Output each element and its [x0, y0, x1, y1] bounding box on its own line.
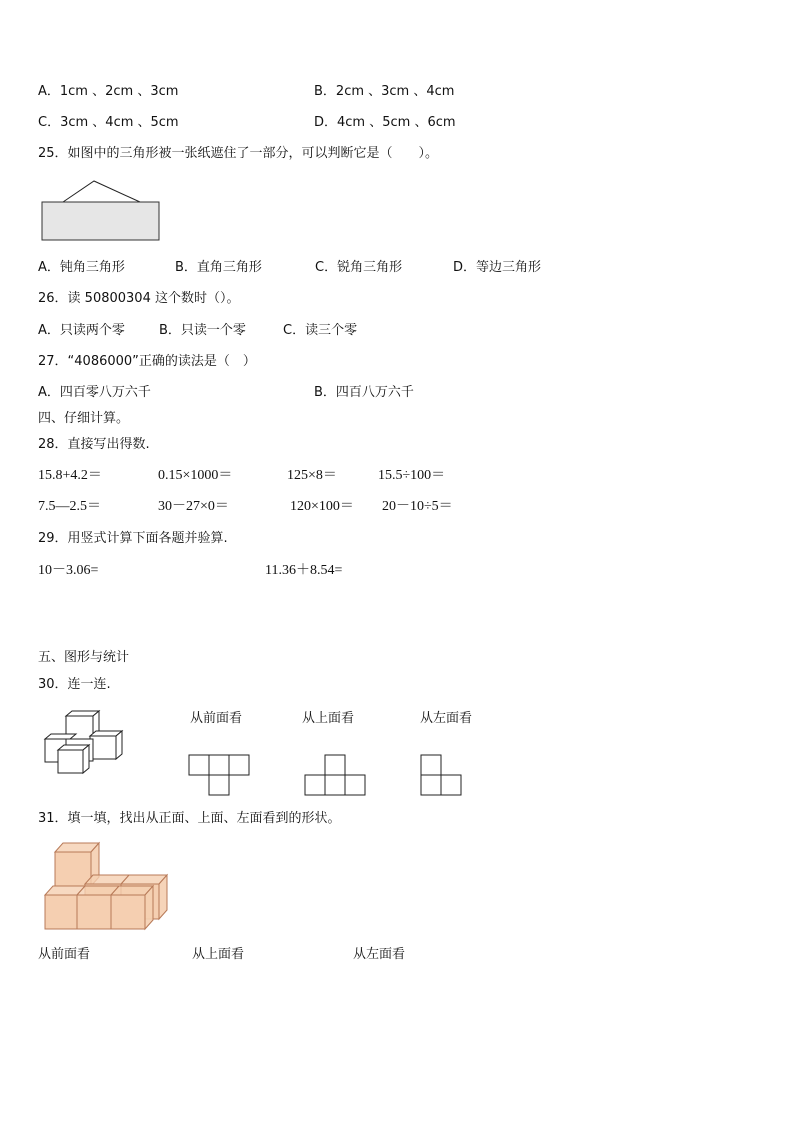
cube-stack-figure [42, 710, 126, 776]
view-label-top: 从上面看 [302, 711, 355, 726]
option-25a: A．钝角三角形 [38, 260, 125, 275]
option-25d: D．等边三角形 [453, 260, 542, 275]
option-26a: A．只读两个零 [38, 323, 125, 338]
calc-item: 30－27×0＝ [158, 499, 229, 514]
question-31-stem: 31．填一填，找出从正面、上面、左面看到的形状。 [38, 811, 341, 826]
section-4-heading: 四、仔细计算。 [38, 411, 130, 426]
option-27a: A．四百零八万六千 [38, 385, 151, 400]
section-5-heading: 五、图形与统计 [38, 650, 130, 665]
calc-item: 15.8+4.2＝ [38, 468, 102, 483]
option-25b: B．直角三角形 [175, 260, 262, 275]
option-24b: B．2cm 、3cm 、4cm [314, 84, 455, 99]
question-28-stem: 28．直接写出得数. [38, 437, 150, 452]
calc-item: 125×8＝ [287, 468, 337, 483]
option-24a: A．1cm 、2cm 、3cm [38, 84, 179, 99]
view-label-front: 从前面看 [190, 711, 243, 726]
view-label-left: 从左面看 [353, 947, 406, 962]
option-27b: B．四百八万六千 [314, 385, 414, 400]
question-29-stem: 29．用竖式计算下面各题并验算. [38, 531, 228, 546]
view-label-front: 从前面看 [38, 947, 91, 962]
view-shape-front [188, 754, 250, 796]
colored-cube-figure [43, 840, 171, 932]
question-30-stem: 30．连一连. [38, 677, 111, 692]
question-27-stem: 27．“4086000”正确的读法是（ ） [38, 354, 256, 369]
calc-item: 15.5÷100＝ [378, 468, 446, 483]
calc-item: 0.15×1000＝ [158, 468, 233, 483]
option-24c: C．3cm 、4cm 、5cm [38, 115, 179, 130]
vertical-calc-item: 10－3.06= [38, 563, 99, 578]
view-shape-left [420, 754, 462, 796]
calc-item: 20－10÷5＝ [382, 499, 453, 514]
view-shape-top [304, 754, 366, 796]
option-26b: B．只读一个零 [159, 323, 246, 338]
covered-triangle-figure [40, 178, 162, 244]
calc-item: 7.5—2.5＝ [38, 499, 101, 514]
option-24d: D．4cm 、5cm 、6cm [314, 115, 456, 130]
vertical-calc-item: 11.36＋8.54= [265, 563, 343, 578]
view-label-top: 从上面看 [192, 947, 245, 962]
calc-item: 120×100＝ [290, 499, 354, 514]
view-label-left: 从左面看 [420, 711, 473, 726]
option-25c: C．锐角三角形 [315, 260, 403, 275]
question-26-stem: 26．读 50800304 这个数时（）。 [38, 291, 240, 306]
option-26c: C．读三个零 [283, 323, 358, 338]
question-25-stem: 25．如图中的三角形被一张纸遮住了一部分，可以判断它是（ ）。 [38, 146, 439, 161]
